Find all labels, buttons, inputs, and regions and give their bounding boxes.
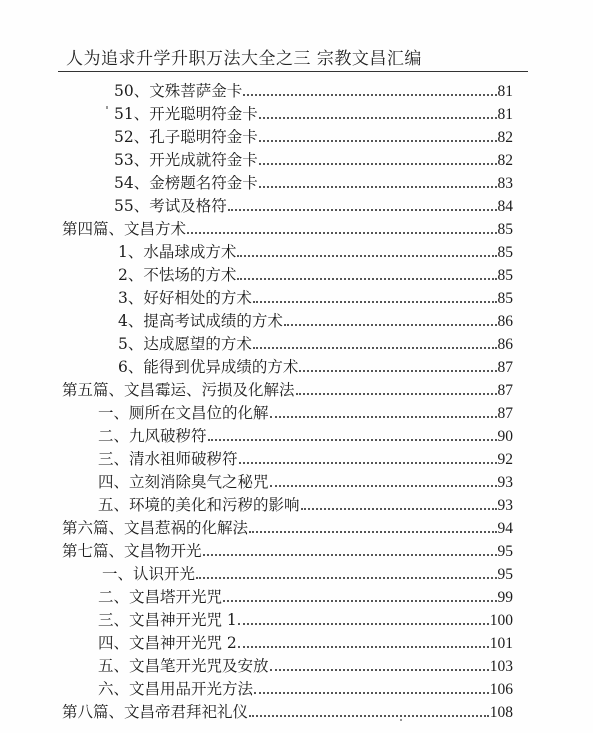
dot-leader [259, 163, 497, 165]
toc-entry [98, 447, 513, 469]
toc-chapter-entry [62, 378, 513, 400]
toc-entry-label: 二、文昌塔开光咒 [98, 588, 223, 606]
toc-entry-page: 103 [489, 658, 513, 675]
toc-entry-page: 87 [497, 382, 513, 399]
toc-entry [114, 125, 513, 147]
toc-entry-page: 86 [497, 313, 513, 330]
toc-entry [98, 401, 513, 423]
toc-entry [118, 263, 513, 285]
toc-entry-label: 第八篇、文昌帝君拜祀礼仪 [62, 703, 249, 721]
toc-entry [98, 585, 513, 607]
toc-entry [114, 102, 513, 124]
dot-leader [208, 439, 497, 441]
toc-chapter-entry [62, 539, 513, 561]
toc-entry-label: 6、能得到优异成绩的方术 [118, 358, 299, 376]
toc-entry [118, 286, 513, 308]
toc-entry-page: 100 [489, 612, 513, 629]
dot-leader [196, 577, 496, 579]
toc-entry [102, 562, 513, 584]
dot-leader [284, 324, 497, 326]
dot-leader [187, 232, 496, 234]
toc-entry-label: 1、水晶球成方术 [118, 243, 237, 261]
dot-leader [239, 462, 497, 464]
toc-entry [98, 631, 513, 653]
toc-entry [114, 148, 513, 170]
toc-entry-page: 81 [497, 83, 513, 100]
toc-entry-page: 83 [497, 175, 513, 192]
toc-entry-page: 85 [497, 290, 513, 307]
dot-leader [228, 209, 497, 211]
toc-entry [118, 309, 513, 331]
dot-leader [223, 600, 496, 602]
header-rule [58, 71, 528, 72]
toc-entry [118, 355, 513, 377]
toc-entry-label: 三、清水祖师破秽符 [98, 450, 238, 468]
dot-leader [203, 554, 497, 556]
toc-entry-page: 85 [497, 244, 513, 261]
toc-entry-label: 二、九风破秽符 [98, 427, 207, 445]
toc-entry [114, 171, 513, 193]
toc-entry-label: 四、立刻消除臭气之秘咒 [98, 473, 269, 491]
toc-entry [98, 608, 513, 630]
dot-leader [254, 692, 489, 694]
toc-entry-label: 3、好好相处的方术 [118, 289, 252, 307]
toc-entry-page: 106 [489, 681, 513, 698]
dot-leader [270, 669, 489, 671]
dot-leader [238, 646, 489, 648]
toc-entry-page: 93 [497, 497, 513, 514]
dot-leader [270, 416, 497, 418]
toc-entry [98, 677, 513, 699]
toc-entry-page: 85 [497, 221, 513, 238]
toc-entry-label: 51、开光聪明符金卡 [114, 105, 258, 123]
toc-entry-label: 一、认识开光 [102, 565, 196, 583]
dot-leader [237, 278, 496, 280]
running-header: 人为追求升学升职万法大全之三 宗教文昌汇编 [66, 49, 422, 69]
toc-entry-page: 85 [497, 267, 513, 284]
toc-entry-page: 82 [497, 129, 513, 146]
toc-chapter-entry [62, 516, 513, 538]
toc-entry [98, 493, 513, 515]
dot-leader [249, 715, 489, 717]
scan-speck [106, 106, 108, 109]
toc-entry-page: 108 [489, 704, 513, 721]
toc-entry-label: 四、文昌神开光咒 2 [98, 634, 237, 652]
toc-entry-page: 101 [489, 635, 513, 652]
toc-chapter-entry [62, 217, 513, 239]
toc-entry-label: 52、孔子聪明符金卡 [114, 128, 258, 146]
dot-leader [249, 531, 496, 533]
toc-entry-page: 87 [497, 405, 513, 422]
scan-speck [400, 719, 402, 721]
toc-entry-page: 90 [497, 428, 513, 445]
toc-entry [98, 470, 513, 492]
toc-entry [118, 240, 513, 262]
toc-entry-label: 三、文昌神开光咒 1 [98, 611, 237, 629]
toc-entry-label: 第四篇、文昌方术 [62, 220, 187, 238]
toc-entry-label: 一、厕所在文昌位的化解 [98, 404, 269, 422]
toc-entry-page: 84 [497, 198, 513, 215]
dot-leader [237, 255, 496, 257]
toc-entry-label: 54、金榜题名符金卡 [114, 174, 258, 192]
toc-entry-page: 99 [497, 589, 513, 606]
toc-chapter-entry [62, 700, 513, 722]
dot-leader [238, 623, 489, 625]
toc-entry-page: 92 [497, 451, 513, 468]
toc-entry-page: 93 [497, 474, 513, 491]
toc-entry [118, 332, 513, 354]
toc-entry-label: 第六篇、文昌惹祸的化解法 [62, 519, 249, 537]
toc-entry-label: 5、达成愿望的方术 [118, 335, 252, 353]
toc-entry-label: 第五篇、文昌霉运、污损及化解法 [62, 381, 295, 399]
toc-entry-page: 86 [497, 336, 513, 353]
toc-entry-page: 95 [497, 566, 513, 583]
dot-leader [299, 370, 496, 372]
dot-leader [253, 301, 497, 303]
toc-entry [98, 424, 513, 446]
toc-entry-label: 55、考试及格符 [114, 197, 227, 215]
toc-entry [114, 79, 513, 101]
toc-entry-label: 第七篇、文昌物开光 [62, 542, 202, 560]
dot-leader [301, 508, 497, 510]
dot-leader [259, 117, 497, 119]
toc-entry-label: 50、文殊菩萨金卡 [114, 82, 243, 100]
toc-entry-label: 53、开光成就符金卡 [114, 151, 258, 169]
toc-entry [114, 194, 513, 216]
dot-leader [259, 140, 497, 142]
toc-entry-label: 六、文昌用品开光方法 [98, 680, 254, 698]
toc-entry-label: 五、文昌笔开光咒及安放 [98, 657, 269, 675]
toc-entry-page: 82 [497, 152, 513, 169]
toc-entry-page: 95 [497, 543, 513, 560]
dot-leader [296, 393, 497, 395]
dot-leader [253, 347, 497, 349]
dot-leader [259, 186, 497, 188]
dot-leader [270, 485, 497, 487]
toc-entry [98, 654, 513, 676]
toc-entry-label: 2、不怯场的方术 [118, 266, 237, 284]
toc-entry-page: 87 [497, 359, 513, 376]
toc-entry-label: 五、环境的美化和污秽的影响 [98, 496, 300, 514]
toc-entry-page: 81 [497, 106, 513, 123]
dot-leader [243, 94, 496, 96]
toc-entry-label: 4、提高考试成绩的方术 [118, 312, 283, 330]
toc-entry-page: 94 [497, 520, 513, 537]
